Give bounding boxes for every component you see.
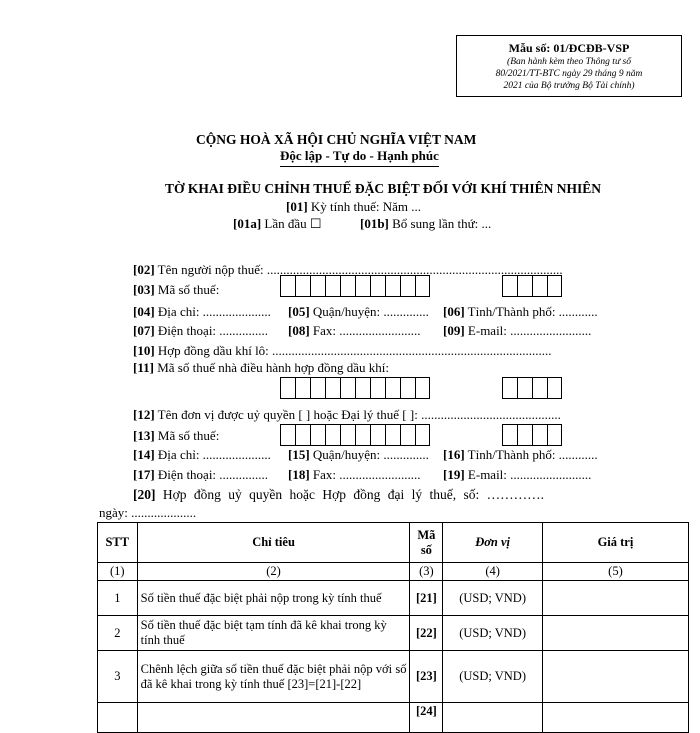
row-don-vi: (USD; VND) <box>443 581 543 616</box>
row-don-vi <box>443 703 543 733</box>
field-code: [16] <box>443 447 465 462</box>
field-code: [07] <box>133 323 155 338</box>
field-text: Tên người nộp thuế: ........................................................................................... <box>154 262 563 277</box>
field-code: [11] <box>133 360 154 375</box>
field-code: [03] <box>133 282 155 297</box>
table-row <box>98 703 689 733</box>
field-text: E-mail: ......................... <box>464 467 592 482</box>
tax-table <box>97 522 689 733</box>
field-code: [20] <box>133 487 156 502</box>
tax-period <box>286 199 421 215</box>
field-text: Điện thoại: ............... <box>154 323 269 338</box>
field-text: Tỉnh/Thành phố: ............ <box>464 447 598 462</box>
field-fax <box>288 323 421 339</box>
field-phone <box>133 323 268 339</box>
field-code: [05] <box>288 304 310 319</box>
field-district <box>288 304 429 320</box>
table-header-row <box>98 523 689 563</box>
row-chi-tieu: Chênh lệch giữa số tiền thuế đặc biệt phải nộp với số đã kê khai trong kỳ tính thuế [23]=[21]-[22] <box>137 651 410 703</box>
field-text: Địa chỉ: ..................... <box>154 304 271 319</box>
field-code: [01a] <box>233 216 262 231</box>
tax-period-text: Kỳ tính thuế: Năm ... <box>307 199 422 214</box>
table-row <box>98 651 689 703</box>
field-email <box>443 323 591 339</box>
row-don-vi: (USD; VND) <box>443 616 543 651</box>
row-gia-tri[interactable] <box>542 651 688 703</box>
field-code: [04] <box>133 304 155 319</box>
header-stt: STT <box>98 523 138 563</box>
field-address <box>133 304 271 320</box>
field-code: [17] <box>133 467 155 482</box>
tax-code-suffix-boxes[interactable] <box>502 275 562 297</box>
field-code: [14] <box>133 447 155 462</box>
field-text: Quận/huyện: .............. <box>309 304 429 319</box>
field-code: [01b] <box>360 216 389 231</box>
table-row <box>98 581 689 616</box>
country-name: CỘNG HOÀ XÃ HỘI CHỦ NGHĨA VIỆT NAM <box>196 132 477 147</box>
field-text: Điện thoại: ............... <box>154 467 269 482</box>
first-time-text: Lần đầu ☐ <box>261 216 322 231</box>
form-note-line: 80/2021/TT-BTC ngày 29 tháng 9 năm <box>495 69 643 79</box>
row-chi-tieu <box>137 703 410 733</box>
row-gia-tri[interactable] <box>542 703 688 733</box>
field-code: [09] <box>443 323 465 338</box>
field-agent-tax-code <box>133 428 219 444</box>
first-time-option[interactable] <box>233 216 322 232</box>
field-code: [15] <box>288 447 310 462</box>
row-stt: 2 <box>98 616 138 651</box>
field-agent-district <box>288 447 429 463</box>
field-code: [02] <box>133 262 155 277</box>
table-index-row <box>98 563 689 581</box>
supplement-option <box>360 216 491 232</box>
agent-tax-code-boxes[interactable] <box>280 424 430 446</box>
row-ma-so: [22] <box>410 616 443 651</box>
field-agent-province <box>443 447 598 463</box>
field-text: Hợp đồng dầu khí lô: ...................................................................................... <box>154 343 552 358</box>
agent-tax-code-suffix-boxes[interactable] <box>502 424 562 446</box>
row-ma-so: [21] <box>410 581 443 616</box>
row-chi-tieu: Số tiền thuế đặc biệt phải nộp trong kỳ tính thuế <box>137 581 410 616</box>
form-note-line: 2021 của Bộ trưởng Bộ Tài chính) <box>503 81 635 91</box>
form-code-box <box>456 35 682 97</box>
field-code: [13] <box>133 428 155 443</box>
row-don-vi: (USD; VND) <box>443 651 543 703</box>
row-stt <box>98 703 138 733</box>
field-agent-email <box>443 467 591 483</box>
field-oil-contract <box>133 343 552 359</box>
header-chi-tieu: Chỉ tiêu <box>137 523 410 563</box>
field-text: Tên đơn vị được uỷ quyền [ ] hoặc Đại lý thuế [ ]: ........................................... <box>154 407 561 422</box>
field-text: Địa chỉ: ..................... <box>154 447 271 462</box>
field-text: Mã số thuế nhà điều hành hợp đồng dầu khí: <box>153 360 390 375</box>
form-code: Mẫu số: 01/ĐCĐB-VSP <box>508 41 630 55</box>
header-ma-so: Mã số <box>410 523 443 563</box>
field-code: [06] <box>443 304 465 319</box>
field-code: [18] <box>288 467 310 482</box>
row-ma-so: [24] <box>410 703 443 733</box>
col-index: (1) <box>98 563 138 581</box>
field-code: [12] <box>133 407 155 422</box>
field-authorized-unit <box>133 407 561 423</box>
col-index: (2) <box>137 563 410 581</box>
field-code: [10] <box>133 343 155 358</box>
field-text: Tỉnh/Thành phố: ............ <box>464 304 598 319</box>
field-text: Fax: ......................... <box>309 467 421 482</box>
header-gia-tri: Giá trị <box>542 523 688 563</box>
field-agency-contract-date: ngày: .................... <box>99 505 197 520</box>
motto: Độc lập - Tự do - Hạnh phúc <box>280 148 439 167</box>
tax-code-boxes[interactable] <box>280 275 430 297</box>
field-text: Mã số thuế: <box>154 282 220 297</box>
field-text: Fax: ......................... <box>309 323 421 338</box>
row-gia-tri[interactable] <box>542 581 688 616</box>
row-ma-so: [23] <box>410 651 443 703</box>
field-text: Hợp đồng uỷ quyền hoặc Hợp đồng đại lý thuế, số: …………. <box>155 487 544 502</box>
field-code: [19] <box>443 467 465 482</box>
field-tax-code <box>133 282 219 298</box>
table-row <box>98 616 689 651</box>
col-index: (3) <box>410 563 443 581</box>
field-code: [01] <box>286 199 308 214</box>
field-province <box>443 304 598 320</box>
field-text: Quận/huyện: .............. <box>309 447 429 462</box>
field-text: E-mail: ......................... <box>464 323 592 338</box>
row-stt: 1 <box>98 581 138 616</box>
field-agent-address <box>133 447 271 463</box>
form-note-line: (Ban hành kèm theo Thông tư số <box>507 57 631 67</box>
row-gia-tri[interactable] <box>542 616 688 651</box>
field-agent-phone <box>133 467 268 483</box>
field-code: [08] <box>288 323 310 338</box>
field-text: Mã số thuế: <box>154 428 220 443</box>
operator-tax-code-boxes[interactable] <box>280 377 430 399</box>
form-title: TỜ KHAI ĐIỀU CHỈNH THUẾ ĐẶC BIỆT ĐỐI VỚI KHÍ THIÊN NHIÊN <box>165 181 601 196</box>
row-stt: 3 <box>98 651 138 703</box>
field-agent-fax <box>288 467 421 483</box>
field-agency-contract <box>133 487 544 503</box>
operator-tax-code-suffix-boxes[interactable] <box>502 377 562 399</box>
supplement-text: Bổ sung lần thứ: ... <box>388 216 492 231</box>
row-chi-tieu: Số tiền thuế đặc biệt tạm tính đã kê khai trong kỳ tính thuế <box>137 616 410 651</box>
field-operator-tax-code <box>133 360 389 376</box>
col-index: (5) <box>542 563 688 581</box>
col-index: (4) <box>443 563 543 581</box>
header-don-vi: Đơn vị <box>443 523 543 563</box>
